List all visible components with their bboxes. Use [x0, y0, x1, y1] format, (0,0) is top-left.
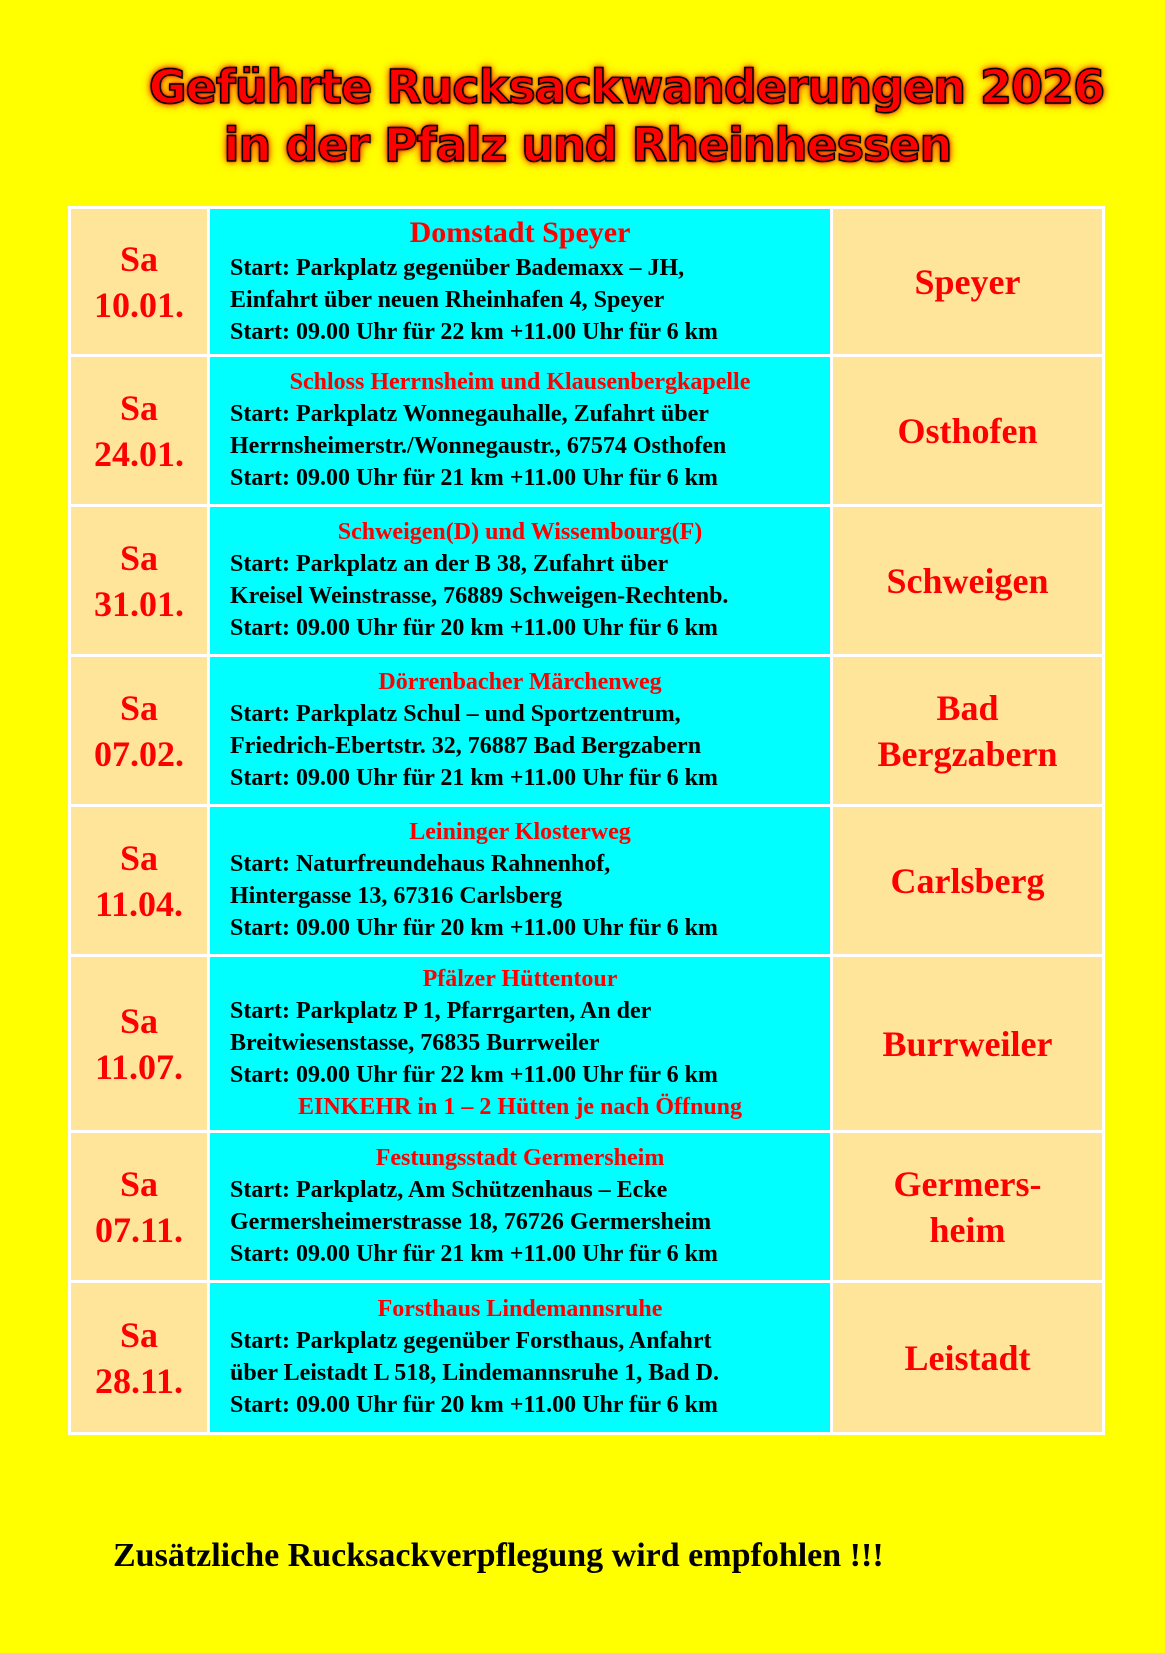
- tour-info-cell: [209, 208, 832, 356]
- tour-day: Sa: [119, 537, 159, 578]
- tour-detail-line: Friedrich-Ebertstr. 32, 76887 Bad Bergzabern: [230, 732, 702, 759]
- tour-place-cell: [832, 1132, 1104, 1282]
- tour-detail-line: Germersheimerstrasse 18, 76726 Germersheim: [230, 1208, 712, 1235]
- tour-place-cell: [832, 506, 1104, 656]
- tour-detail-line: Kreisel Weinstrasse, 76889 Schweigen-Rechtenb.: [230, 582, 729, 609]
- tour-date: 07.02.: [94, 733, 184, 774]
- tour-day: Sa: [119, 687, 159, 728]
- tour-place-cell: [832, 956, 1104, 1132]
- tour-place: Osthofen: [897, 410, 1038, 451]
- tour-place-cell: [832, 656, 1104, 806]
- tour-title: Domstadt Speyer: [409, 215, 631, 249]
- tour-detail-line: Start: 09.00 Uhr für 21 km +11.00 Uhr für 6 km: [230, 464, 718, 491]
- tour-place-cell: [832, 806, 1104, 956]
- tour-detail-line: über Leistadt L 518, Lindemannsruhe 1, Bad D.: [230, 1359, 719, 1386]
- tour-row: [70, 356, 1104, 506]
- tour-row: [70, 208, 1104, 356]
- tour-detail-line: Hintergasse 13, 67316 Carlsberg: [230, 882, 562, 909]
- tour-date: 24.01.: [94, 433, 184, 474]
- tour-detail-line: Start: Parkplatz Schul – und Sportzentrum,: [230, 700, 681, 727]
- tour-place: Bad: [936, 687, 999, 728]
- tour-date-cell: [70, 208, 209, 356]
- tour-detail-line: Start: Parkplatz Wonnegauhalle, Zufahrt über: [230, 400, 709, 427]
- tour-detail-line: Start: 09.00 Uhr für 22 km +11.00 Uhr für 6 km: [230, 318, 718, 345]
- tour-date: 28.11.: [94, 1360, 183, 1401]
- tour-place: Leistadt: [904, 1337, 1031, 1378]
- tour-info-cell: [209, 956, 832, 1132]
- tour-detail-line: Herrnsheimerstr./Wonnegaustr., 67574 Osthofen: [230, 432, 727, 459]
- tour-detail-line: Start: 09.00 Uhr für 21 km +11.00 Uhr für 6 km: [230, 1240, 718, 1267]
- tour-day: Sa: [119, 387, 159, 428]
- tour-day: Sa: [119, 837, 159, 878]
- tour-date-cell: [70, 356, 209, 506]
- tour-info-cell: [209, 1132, 832, 1282]
- tour-place: heim: [929, 1209, 1006, 1250]
- tour-place-cell: [832, 208, 1104, 356]
- tour-detail-line: Einfahrt über neuen Rheinhafen 4, Speyer: [230, 286, 665, 313]
- tour-place: Bergzabern: [877, 733, 1058, 774]
- tour-title: Schloss Herrnsheim und Klausenbergkapelle: [289, 368, 751, 395]
- tour-place: Germers-: [893, 1163, 1042, 1204]
- tour-extra-note: EINKEHR in 1 – 2 Hütten je nach Öffnung: [297, 1093, 743, 1120]
- tour-date-cell: [70, 1282, 209, 1434]
- tour-place-cell: [832, 356, 1104, 506]
- tour-detail-line: Start: Parkplatz gegenüber Forsthaus, Anfahrt: [230, 1327, 712, 1354]
- tour-place: Carlsberg: [890, 860, 1045, 901]
- tour-date-cell: [70, 1132, 209, 1282]
- tour-detail-line: Start: Parkplatz, Am Schützenhaus – Ecke: [230, 1176, 668, 1203]
- tour-detail-line: Start: 09.00 Uhr für 20 km +11.00 Uhr für 6 km: [230, 1391, 718, 1418]
- tour-row: [70, 806, 1104, 956]
- tour-day: Sa: [119, 1163, 159, 1204]
- tour-date: 11.07.: [94, 1046, 183, 1087]
- tour-detail-line: Breitwiesenstasse, 76835 Burrweiler: [230, 1029, 600, 1056]
- tour-info-cell: [209, 356, 832, 506]
- tour-detail-line: Start: 09.00 Uhr für 22 km +11.00 Uhr für 6 km: [230, 1061, 718, 1088]
- tour-detail-line: Start: 09.00 Uhr für 20 km +11.00 Uhr für 6 km: [230, 614, 718, 641]
- tour-detail-line: Start: Parkplatz gegenüber Bademaxx – JH,: [230, 254, 685, 281]
- tour-table-body: [70, 208, 1104, 1434]
- tour-detail-line: Start: Parkplatz an der B 38, Zufahrt über: [230, 550, 669, 577]
- tour-detail-line: Start: 09.00 Uhr für 21 km +11.00 Uhr für 6 km: [230, 764, 718, 791]
- tour-date: 10.01.: [94, 284, 184, 325]
- tour-info-cell: [209, 1282, 832, 1434]
- title-line-1: Geführte Rucksackwanderungen 2026: [148, 60, 1105, 114]
- tour-date-cell: [70, 956, 209, 1132]
- tour-table: [68, 206, 1105, 1435]
- tour-day: Sa: [119, 1314, 159, 1355]
- tour-place: Speyer: [914, 261, 1021, 302]
- tour-place-cell: [832, 1282, 1104, 1434]
- tour-date-cell: [70, 656, 209, 806]
- tour-info-cell: [209, 506, 832, 656]
- tour-title: Forsthaus Lindemannsruhe: [377, 1295, 663, 1322]
- tour-place: Burrweiler: [882, 1023, 1053, 1064]
- tour-date: 07.11.: [94, 1209, 183, 1250]
- tour-title: Pfälzer Hüttentour: [422, 965, 618, 992]
- tour-row: [70, 656, 1104, 806]
- tour-detail-line: Start: 09.00 Uhr für 20 km +11.00 Uhr für 6 km: [230, 914, 718, 941]
- tour-row: [70, 1132, 1104, 1282]
- tour-info-cell: [209, 656, 832, 806]
- tour-date-cell: [70, 806, 209, 956]
- tour-row: [70, 506, 1104, 656]
- tour-date-cell: [70, 506, 209, 656]
- title-line-2: in der Pfalz und Rheinhessen: [223, 118, 952, 172]
- tour-info-cell: [209, 806, 832, 956]
- tour-detail-line: Start: Parkplatz P 1, Pfarrgarten, An der: [230, 997, 652, 1024]
- tour-day: Sa: [119, 1000, 159, 1041]
- page-title: [0, 58, 1165, 174]
- tour-title: Schweigen(D) und Wissembourg(F): [337, 518, 703, 545]
- tour-date: 31.01.: [94, 583, 184, 624]
- tour-date: 11.04.: [94, 883, 183, 924]
- tour-title: Dörrenbacher Märchenweg: [378, 668, 662, 695]
- tour-row: [70, 1282, 1104, 1434]
- tour-day: Sa: [119, 238, 159, 279]
- tour-title: Leininger Klosterweg: [409, 818, 631, 845]
- tour-row: [70, 956, 1104, 1132]
- tour-detail-line: Start: Naturfreundehaus Rahnenhof,: [230, 850, 611, 877]
- footer-note: Zusätzliche Rucksackverpflegung wird empfohlen !!!: [113, 1537, 884, 1574]
- tour-title: Festungsstadt Germersheim: [375, 1144, 665, 1171]
- tour-place: Schweigen: [886, 560, 1049, 601]
